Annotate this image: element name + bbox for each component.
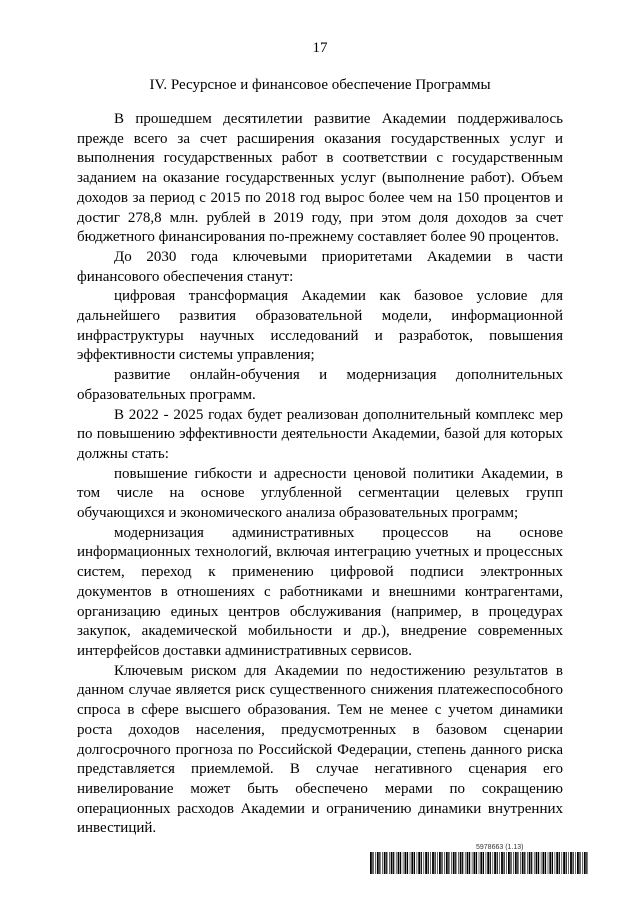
paragraph: До 2030 года ключевыми приоритетами Академии в части финансового обеспечения станут: <box>77 248 563 285</box>
paragraph: В 2022 - 2025 годах будет реализован дополнительный комплекс мер по повышению эффективности деятельности Академии, базой для которых должны стать: <box>77 406 563 462</box>
list-item: цифровая трансформация Академии как базовое условие для дальнейшего развития образовательной модели, информационной инфраструктуры научных исследований и разработок, повышения эффективности системы управления; <box>77 288 563 364</box>
list-item: повышение гибкости и адресности ценовой политики Академии, в том числе на основе углубленной сегментации целевых групп обучающихся и экономического анализа образовательных программ; <box>77 465 563 522</box>
section-heading: IV. Ресурсное и финансовое обеспечение Программы <box>149 77 491 93</box>
barcode-image <box>370 852 590 874</box>
list-item: модернизация административных процессов на основе информационных технологий, включая интеграцию учетных и процессных систем, переход к применению цифровой подписи электронных документов в отношениях с работниками и внешними контрагентами, организацию единых центров обслуживания (например, в процедурах закупок, академической мобильности и др.), внедрение современных интерфейсов доставки административных сервисов. <box>77 524 563 659</box>
barcode-label: 5978663 (1.13) <box>476 844 524 851</box>
page-number: 17 <box>312 40 328 56</box>
list-item: развитие онлайн-обучения и модернизация дополнительных образовательных программ. <box>77 367 563 403</box>
paragraph: В прошедшем десятилетии развитие Академии поддерживалось прежде всего за счет расширения оказания государственных услуг и выполнения государственных работ в соответствии с государственным заданием на оказание государственных услуг (выполнение работ). Объем доходов за период с 2015 по 2018 год вырос более чем на 150 процентов и достиг 278,8 млн. рублей в 2019 году, при этом доля доходов за счет бюджетного финансирования по-прежнему составляет более 90 процентов. <box>77 111 563 246</box>
paragraph: Ключевым риском для Академии по недостижению результатов в данном случае является риск существенного снижения платежеспособного спроса в сфере высшего образования. Тем не менее с учетом динамики роста доходов населения, предусмотренных в базовом сценарии долгосрочного прогноза по Российской Федерации, степень данного риска представляется приемлемой. В случае негативного сценария его нивелирование может быть обеспечено мерами по сокращению операционных расходов Академии и ограничению динамики внутренних инвестиций. <box>77 662 563 837</box>
body-text <box>77 110 563 839</box>
